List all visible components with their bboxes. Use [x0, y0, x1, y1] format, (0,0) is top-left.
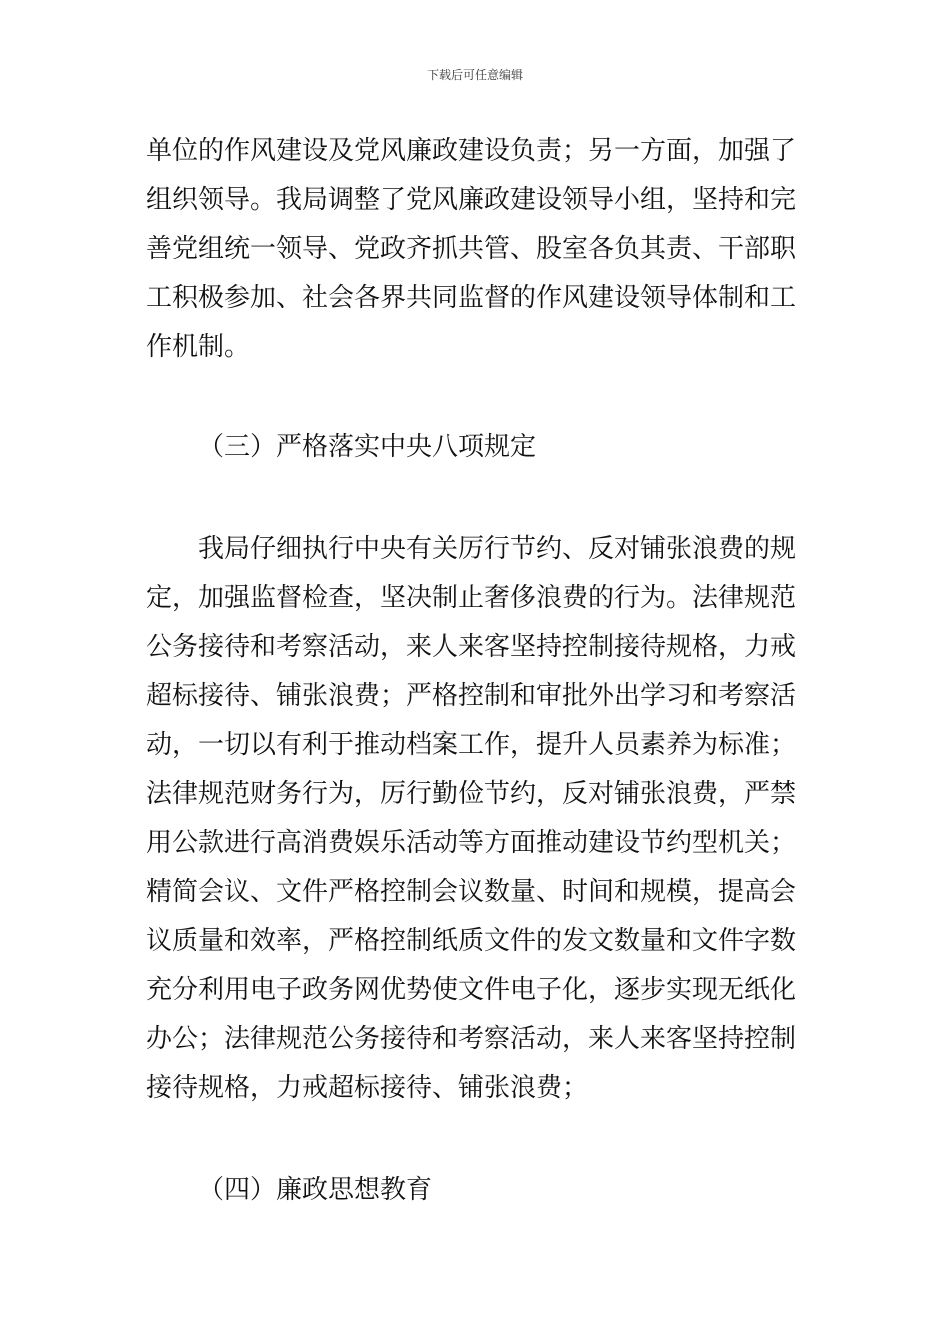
paragraph-line: 善党组统一领导、党政齐抓共管、股室各负其责、干部职 [146, 234, 797, 264]
section-heading: （三）严格落实中央八项规定 [198, 432, 537, 462]
paragraph-line: 议质量和效率，严格控制纸质文件的发文数量和文件字数 [146, 926, 797, 956]
page-header: 下载后可任意编辑 [426, 68, 523, 82]
paragraph-line: 接待规格，力戒超标接待、铺张浪费； [146, 1073, 589, 1103]
paragraph-line: 动，一切以有利于推动档案工作，提升人员素养为标准； [146, 730, 797, 760]
paragraph-line: 作机制。 [146, 332, 251, 362]
paragraph-line: 充分利用电子政务网优势使文件电子化，逐步实现无纸化 [146, 975, 797, 1005]
paragraph-line: 公务接待和考察活动，来人来客坚持控制接待规格，力戒 [146, 632, 797, 662]
paragraph-line: 办公；法律规范公务接待和考察活动，来人来客坚持控制 [146, 1024, 797, 1054]
section-heading: （四）廉政思想教育 [198, 1175, 433, 1205]
paragraph-line: 单位的作风建设及党风廉政建设负责；另一方面，加强了 [146, 136, 797, 166]
paragraph-line: 用公款进行高消费娱乐活动等方面推动建设节约型机关； [146, 828, 797, 858]
paragraph-line: 工积极参加、社会各界共同监督的作风建设领导体制和工 [146, 283, 797, 313]
paragraph-line: 组织领导。我局调整了党风廉政建设领导小组，坚持和完 [146, 185, 797, 215]
paragraph-line: 超标接待、铺张浪费；严格控制和审批外出学习和考察活 [146, 681, 797, 711]
paragraph-line: 精简会议、文件严格控制会议数量、时间和规模，提高会 [146, 877, 797, 907]
paragraph-line: 我局仔细执行中央有关厉行节约、反对铺张浪费的规 [198, 534, 797, 564]
paragraph-line: 定，加强监督检查，坚决制止奢侈浪费的行为。法律规范 [146, 583, 797, 613]
paragraph-line: 法律规范财务行为，厉行勤俭节约，反对铺张浪费，严禁 [146, 779, 797, 809]
